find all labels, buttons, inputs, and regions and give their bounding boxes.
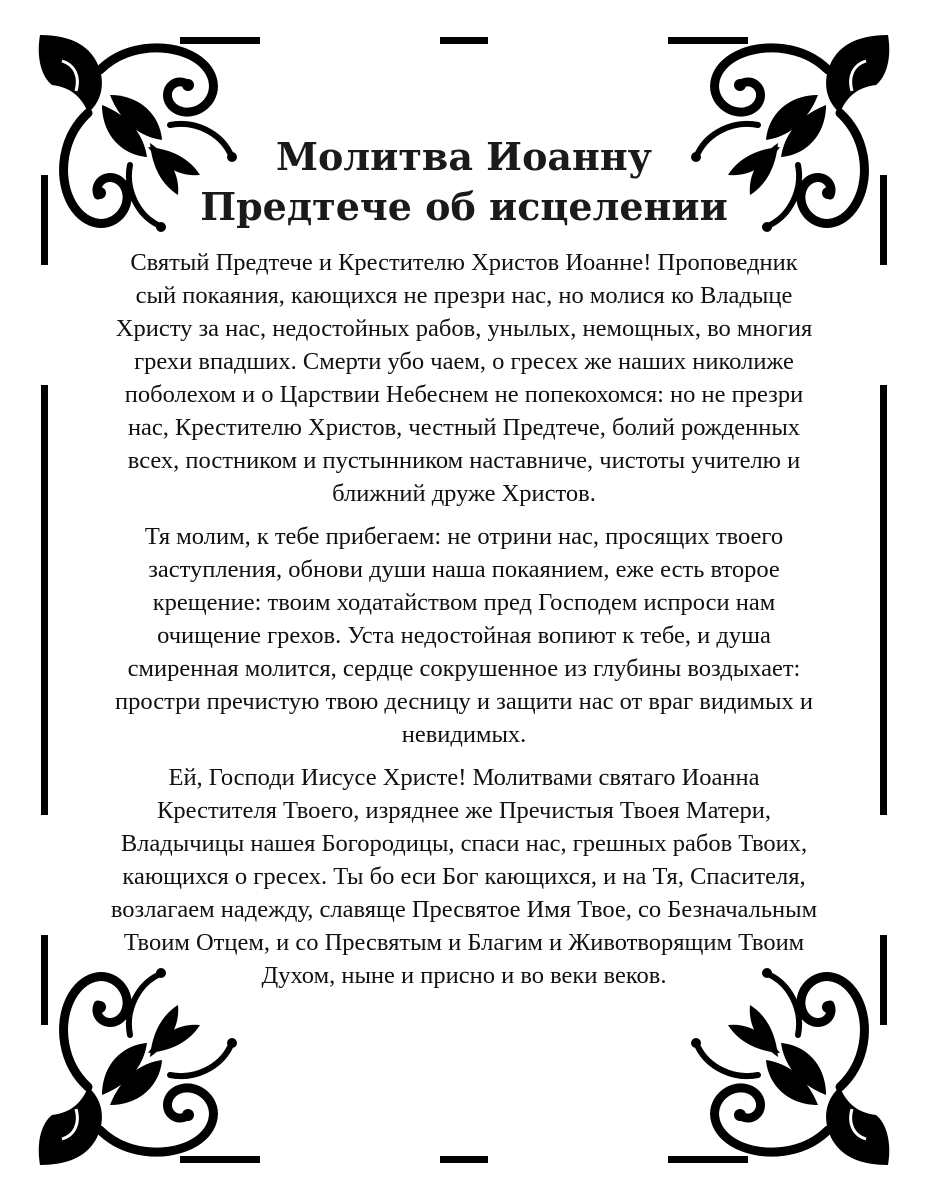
prayer-paragraph-2: Тя молим, к тебе прибегаем: не отрини нас, просящих твоего заступления, обнови души наша покаянием, еже есть второе крещение: твоим ходатайством пред Господем испроси нам очищение грехов. Уста недостойная вопиют к тебе, и душа смиренная молится, сердце сокрушенное из глубины воздыхает: простри пречистую твою десницу и защити нас от враг видимых и невидимых.: [115, 523, 813, 748]
prayer-paragraph-3: Ей, Господи Иисусе Христе! Молитвами святаго Иоанна Крестителя Твоего, изряднее же Пречистыя Твоея Матери, Владычицы нашея Богородицы, спаси нас, грешных рабов Твоих, кающихся о гресех. Ты бо еси Бог кающихся, и на Тя, Спасителя, возлагаем надежду, славяще Пресвятое Имя Твое, со Безначальным Твоим Отцем, и со Пресвятым и Благим и Животворящим Твоим Духом, ныне и присно и во веки веков.: [110, 764, 818, 989]
left-border-bar: [41, 385, 48, 815]
top-border-bar: [440, 37, 488, 44]
title-line-2: Предтече об исцелении: [200, 184, 728, 229]
prayer-paragraph-1: Святый Предтече и Крестителю Христов Иоанне! Проповедник сый покаяния, кающихся не презри нас, но молися ко Владыце Христу за нас, недостойных рабов, унылых, немощных, во многия грехи впадших. Смерти убо чаем, о гресех же наших николиже поболехом и о Царствии Небеснем не попекохомся: но не презри нас, Крестителю Христов, честный Предтече, болий рожденных всех, постником и пустынником наставниче, чистоты учителю и ближний друже Христов.: [115, 249, 813, 507]
bottom-border-bar: [440, 1156, 488, 1163]
page-title: [110, 132, 818, 232]
title-line-1: Молитва Иоанну: [275, 134, 652, 179]
prayer-content: [110, 132, 818, 992]
right-border-bar: [880, 385, 887, 815]
